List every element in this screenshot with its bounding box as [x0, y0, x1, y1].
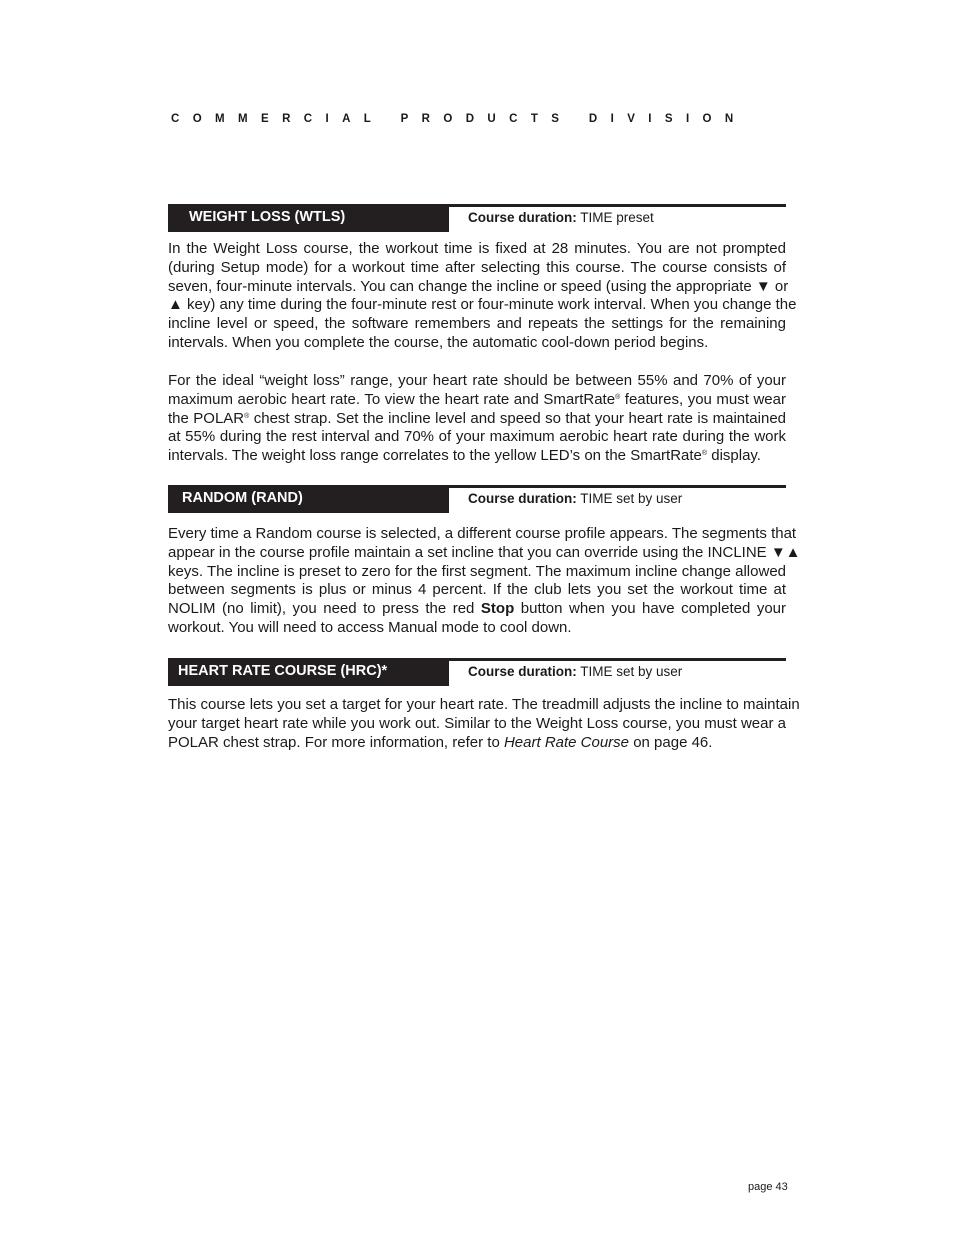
page-number: page 43 — [748, 1181, 788, 1193]
section-rule — [449, 485, 786, 488]
section-rule — [449, 658, 786, 661]
paragraph-random: Every time a Random course is selected, a different course profile appears. The segments that appear in the course profile maintain a set incline that you can override using the INCLINE ▼▲ keys. The incline is preset to zero for the first segment. The maximum incline change allowed between segments is plus or minus 4 percent. If the club lets you set the workout time at NOLIM (no limit), you need to press the red Stop button when you have completed your workout. You will need to access Manual mode to cool down. — [168, 525, 801, 636]
section-title: WEIGHT LOSS (WTLS) — [189, 209, 346, 225]
section-header-random — [168, 485, 786, 513]
section-header-heart-rate-course — [168, 658, 786, 686]
course-duration: Course duration: TIME set by user — [468, 491, 683, 506]
paragraph-weight-loss-2: For the ideal “weight loss” range, your heart rate should be between 55% and 70% of your maximum aerobic heart rate. To view the heart rate and SmartRate® features, you must wear the POLAR® chest strap. Set the incline level and speed so that your heart rate is maintained at 55% during the rest interval and 70% of your maximum aerobic heart rate during the work intervals. The weight loss range correlates to the yellow LED’s on the SmartRate® display. — [168, 372, 787, 465]
paragraph-weight-loss-1: In the Weight Loss course, the workout time is fixed at 28 minutes. You are not prompted (during Setup mode) for a workout time after selecting this course. The course consists of seven, four-minute intervals. You can change the incline or speed (using the appropriate ▼ or ▲ key) any time during the four-minute rest or four-minute work interval. When you change the incline level or speed, the software remembers and repeats the settings for the remaining intervals. When you complete the course, the automatic cool-down period begins. — [168, 240, 797, 351]
section-rule — [449, 204, 786, 207]
course-duration: Course duration: TIME preset — [468, 210, 654, 225]
section-header-weight-loss — [168, 204, 786, 232]
division-header: COMMERCIAL PRODUCTS DIVISION — [171, 113, 747, 125]
paragraph-heart-rate-course: This course lets you set a target for your heart rate. The treadmill adjusts the incline to maintain your target heart rate while you work out. Similar to the Weight Loss course, you must wear a POLAR chest strap. For more information, refer to Heart Rate Course on page 46. — [168, 696, 800, 751]
section-title: RANDOM (RAND) — [182, 490, 303, 506]
course-duration: Course duration: TIME set by user — [468, 664, 683, 679]
section-title: HEART RATE COURSE (HRC)* — [178, 663, 388, 679]
